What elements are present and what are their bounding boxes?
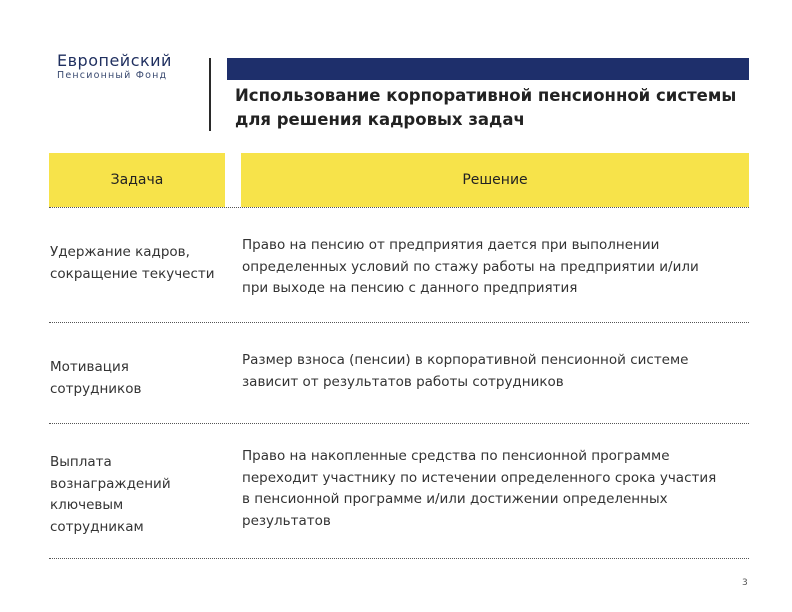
task-line: Мотивация: [50, 359, 129, 375]
solution-line: зависит от результатов работы сотрудников: [242, 373, 564, 390]
logo-divider: [209, 58, 211, 131]
column-header-task: Задача: [49, 153, 225, 207]
table-row-3-solution: [242, 446, 752, 532]
task-line: ключевым: [50, 497, 124, 513]
logo-name: Европейский: [57, 51, 172, 70]
solution-line: Право на накопленные средства по пенсионной программе: [242, 448, 670, 464]
row-divider: [49, 558, 749, 559]
task-line: вознаграждений: [50, 475, 171, 492]
page-number: 3: [742, 578, 748, 588]
slide-title-line-1: Использование корпоративной пенсионной системы: [235, 86, 737, 105]
solution-line: в пенсионной программе и/или достижении определенных: [242, 491, 668, 507]
table-row-2-task: [50, 357, 230, 400]
title-accent-bar: [227, 58, 749, 80]
row-divider: [49, 207, 749, 208]
solution-line: Размер взноса (пенсии) в корпоративной пенсионной системе: [242, 352, 689, 368]
table-row-2-solution: [242, 350, 752, 393]
table-row-3-task: [50, 452, 230, 538]
table-row-1-task: [50, 242, 230, 285]
solution-line: Право на пенсию от предприятия дается при выполнении: [242, 237, 660, 253]
task-line: Выплата: [50, 454, 112, 470]
logo-subtitle: Пенсионный Фонд: [57, 70, 168, 81]
row-divider: [49, 322, 749, 323]
solution-line: при выходе на пенсию с данного предприятия: [242, 280, 578, 296]
solution-line: переходит участнику по истечении определенного срока участия: [242, 469, 717, 486]
slide-title: [235, 84, 755, 132]
task-line: сотрудникам: [50, 518, 144, 535]
column-header-solution: Решение: [241, 153, 749, 207]
task-line: сокращение текучести: [50, 265, 215, 282]
slide-title-line-2: для решения кадровых задач: [235, 110, 525, 129]
row-divider: [49, 423, 749, 424]
solution-line: определенных условий по стажу работы на предприятии и/или: [242, 258, 699, 275]
task-line: сотрудников: [50, 380, 142, 397]
task-line: Удержание кадров,: [50, 244, 190, 260]
solution-line: результатов: [242, 512, 331, 529]
table-row-1-solution: [242, 235, 752, 300]
